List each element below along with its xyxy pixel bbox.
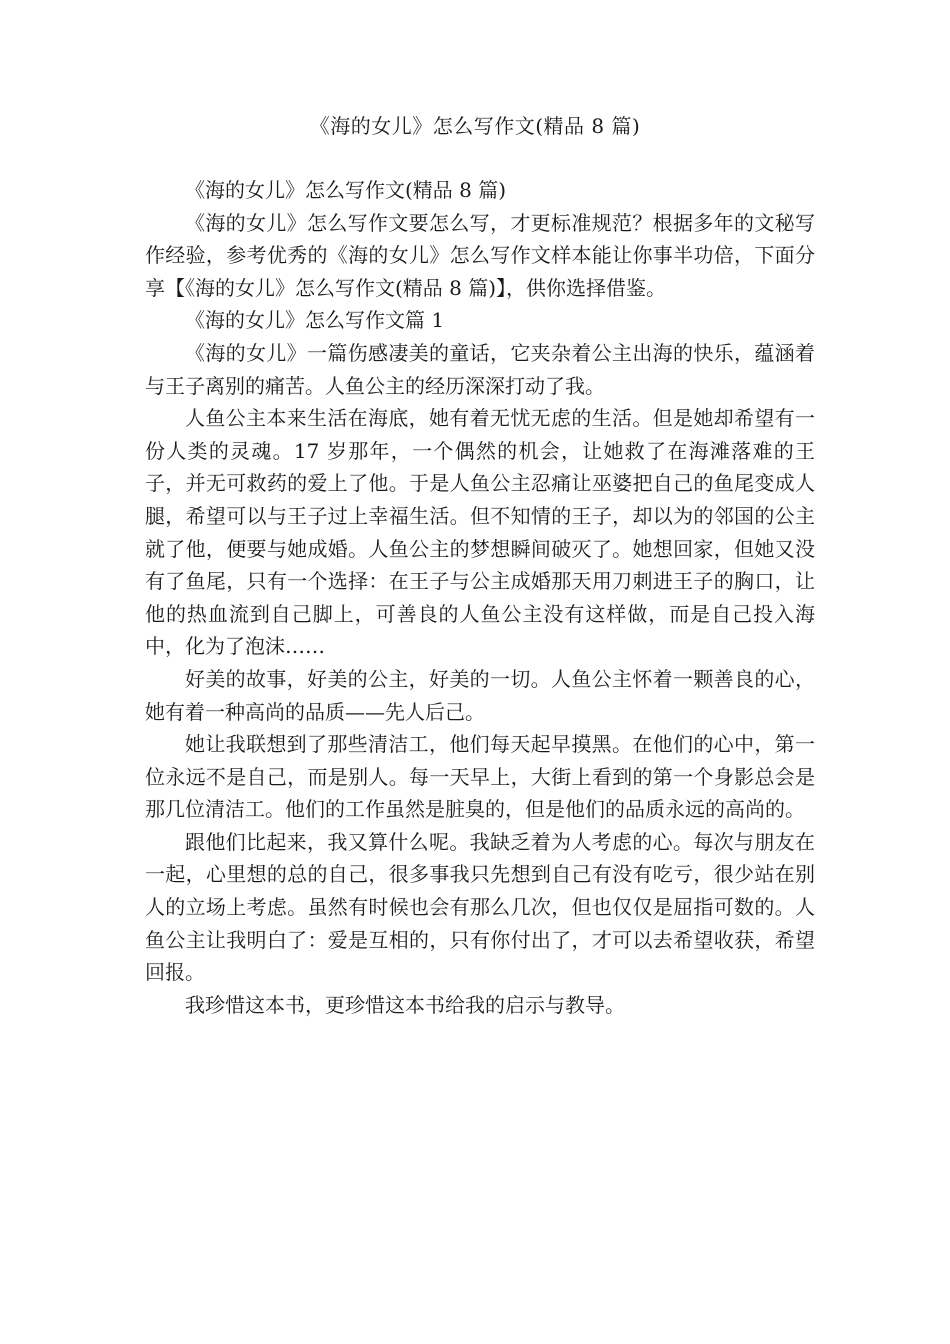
paragraph-section-heading: 《海的女儿》怎么写作文篇 1	[185, 308, 445, 333]
paragraph: 人鱼公主本来生活在海底，她有着无忧无虑的生活。但是她却希望有一份人类的灵魂。17 岁那年，一个偶然的机会，让她救了在海滩落难的王子，并无可救药的爱上了他。于是人鱼公主忍痛让巫婆把自己的鱼尾变成人腿，希望可以与王子过上幸福生活。但不知情的王子，却以为的邻国的公主就了他，便要与她成婚。人鱼公主的梦想瞬间破灭了。她想回家，但她又没有了鱼尾，只有一个选择：在王子与公主成婚那天用刀刺进王子的胸口，让他的热血流到自己脚上，可善良的人鱼公主没有这样做，而是自己投入海中，化为了泡沫……	[145, 406, 815, 659]
document-body	[145, 174, 815, 1021]
paragraph: 跟他们比起来，我又算什么呢。我缺乏着为人考虑的心。每次与朋友在一起，心里想的总的自己，很多事我只先想到自己有没有吃亏，很少站在别人的立场上考虑。虽然有时候也会有那么几次，但也仅仅是屈指可数的。人鱼公主让我明白了：爱是互相的，只有你付出了，才可以去希望收获，希望回报。	[145, 829, 815, 985]
paragraph: 我珍惜这本书，更珍惜这本书给我的启示与教导。	[185, 992, 625, 1017]
document-title: 《海的女儿》怎么写作文(精品 8 篇)	[309, 114, 641, 138]
paragraph: 《海的女儿》一篇伤感凄美的童话，它夹杂着公主出海的快乐，蕴涵着与王子离别的痛苦。人鱼公主的经历深深打动了我。	[145, 340, 815, 398]
paragraph-intro: 《海的女儿》怎么写作文要怎么写，才更标准规范？根据多年的文秘写作经验，参考优秀的《海的女儿》怎么写作文样本能让你事半功倍，下面分享【《海的女儿》怎么写作文(精品 8 篇)】，供你选择借鉴。	[145, 210, 815, 300]
paragraph: 好美的故事，好美的公主，好美的一切。人鱼公主怀着一颗善良的心，她有着一种高尚的品质——先人后己。	[145, 666, 815, 724]
paragraph: 她让我联想到了那些清洁工，他们每天起早摸黑。在他们的心中，第一位永远不是自己，而是别人。每一天早上，大街上看到的第一个身影总会是那几位清洁工。他们的工作虽然是脏臭的，但是他们的品质永远的高尚的。	[145, 732, 815, 822]
paragraph-subtitle: 《海的女儿》怎么写作文(精品 8 篇)	[185, 178, 507, 202]
